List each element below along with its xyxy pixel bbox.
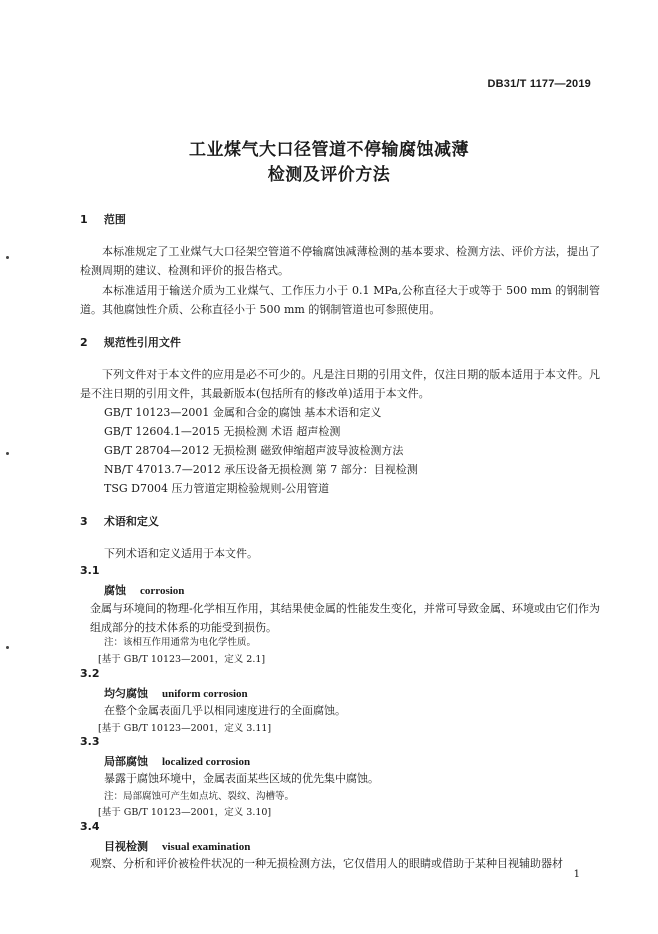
term-source: [基于 GB/T 10123—2001，定义 3.11] xyxy=(98,723,272,734)
term-heading xyxy=(104,582,184,598)
section-1-paragraph-1: 本标准规定了工业煤气大口径架空管道不停输腐蚀减薄检测的基本要求、检测方法、评价方法，提出了检测周期的建议、检测和评价的报告格式。 xyxy=(80,245,600,277)
section-2-paragraph-1: 下列文件对于本文件的应用是必不可少的。凡是注日期的引用文件，仅注日期的版本适用于本文件。凡是不注日期的引用文件，其最新版本(包括所有的修改单)适用于本文件。 xyxy=(80,368,600,400)
term-chinese: 局部腐蚀 xyxy=(104,755,148,768)
section-1-paragraph-2: 本标准适用于输送介质为工业煤气、工作压力小于 0.1 MPa,公称直径大于或等于 500 mm 的钢制管道。其他腐蚀性介质、公称直径小于 500 mm 的钢制管道也可参照使用。 xyxy=(80,284,600,316)
section-title: 范围 xyxy=(103,213,126,226)
section-number: 2 xyxy=(80,336,88,349)
page-number: 1 xyxy=(573,869,580,880)
section-3-heading xyxy=(80,513,159,529)
term-heading xyxy=(104,838,250,854)
standard-number: DB31/T 1177—2019 xyxy=(487,78,591,90)
section-title: 规范性引用文件 xyxy=(103,336,181,349)
term-definition: 金属与环境间的物理-化学相互作用，其结果使金属的性能发生变化，并常可导致金属、环境或由它们作为组成部分的技术体系的功能受到损伤。 xyxy=(90,602,600,634)
section-number: 1 xyxy=(80,213,88,226)
reference-item: GB/T 10123—2001 金属和合金的腐蚀 基本术语和定义 xyxy=(104,406,382,419)
term-chinese: 目视检测 xyxy=(104,840,148,853)
term-english: uniform corrosion xyxy=(162,688,248,700)
term-number: 3.3 xyxy=(80,735,100,748)
reference-item: GB/T 28704—2012 无损检测 磁致伸缩超声波导波检测方法 xyxy=(104,444,404,457)
section-3-intro: 下列术语和定义适用于本文件。 xyxy=(104,547,258,560)
document-title-line1: 工业煤气大口径管道不停输腐蚀减薄 xyxy=(189,140,469,160)
scan-speck xyxy=(6,646,9,649)
term-definition: 暴露于腐蚀环境中，金属表面某些区域的优先集中腐蚀。 xyxy=(104,772,379,785)
term-number: 3.2 xyxy=(80,667,100,680)
term-definition: 在整个金属表面几乎以相同速度进行的全面腐蚀。 xyxy=(104,704,346,717)
term-note: 注：局部腐蚀可产生如点坑、裂纹、沟槽等。 xyxy=(104,791,295,802)
term-chinese: 腐蚀 xyxy=(104,584,126,597)
term-number: 3.4 xyxy=(80,820,100,833)
term-note: 注：该相互作用通常为电化学性质。 xyxy=(104,637,257,648)
term-source: [基于 GB/T 10123—2001，定义 3.10] xyxy=(98,807,272,818)
term-english: corrosion xyxy=(140,585,185,597)
document-title-line2: 检测及评价方法 xyxy=(267,165,391,185)
section-2-heading xyxy=(80,334,181,350)
term-english: visual examination xyxy=(162,841,251,853)
term-definition: 观察、分析和评价被检件状况的一种无损检测方法，它仅借用人的眼睛或借助于某种目视辅助器材 xyxy=(90,857,563,870)
scan-speck xyxy=(6,256,9,259)
term-number: 3.1 xyxy=(80,564,100,577)
term-source: [基于 GB/T 10123—2001，定义 2.1] xyxy=(98,654,266,665)
reference-item: GB/T 12604.1—2015 无损检测 术语 超声检测 xyxy=(104,425,341,438)
reference-item: TSG D7004 压力管道定期检验规则-公用管道 xyxy=(104,482,330,495)
term-heading xyxy=(104,753,250,769)
term-english: localized corrosion xyxy=(162,756,251,768)
reference-item: NB/T 47013.7—2012 承压设备无损检测 第 7 部分：目视检测 xyxy=(104,463,418,476)
section-1-heading xyxy=(80,211,126,227)
section-number: 3 xyxy=(80,515,88,528)
scan-speck xyxy=(6,452,9,455)
term-heading xyxy=(104,685,248,701)
term-chinese: 均匀腐蚀 xyxy=(104,687,148,700)
section-title: 术语和定义 xyxy=(103,515,159,528)
